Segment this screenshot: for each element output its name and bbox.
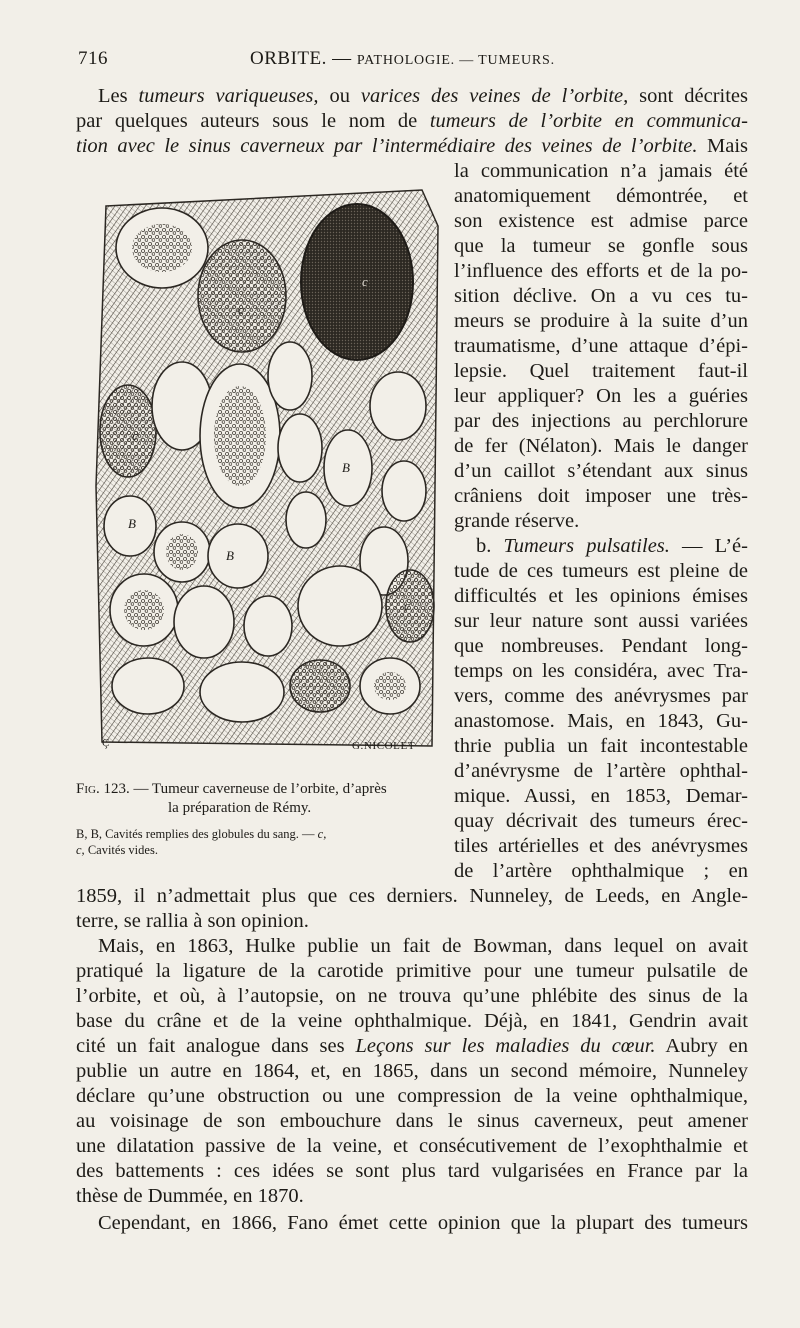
page-number: 716 (78, 48, 108, 69)
figure-label-c: c (362, 274, 368, 289)
figure-caption (76, 780, 416, 818)
section-heading: Tumeurs pulsatiles. (503, 535, 670, 557)
text-line: anastomose. Mais, en 1843, Gu- (454, 710, 748, 732)
text-line: Cependant, en 1866, Fano émet cette opinion que la plupart des tumeurs (98, 1212, 748, 1234)
paragraph-2-closing (76, 884, 748, 934)
text-line: déclare qu’une obstruction ou une compression de la veine ophthalmique, (76, 1085, 748, 1107)
caption-line-2: la préparation de Rémy. (168, 800, 312, 816)
running-title-sub: PATHOLOGIE. — TUMEURS. (356, 53, 555, 68)
text-line: au voisinage de son embouchure dans le sinus caverneux, peut amener (76, 1110, 748, 1132)
caption-line-1 (76, 780, 416, 799)
text-line: grande réserve. (454, 510, 580, 532)
text-line: crâniens doit imposer une très- (454, 485, 748, 507)
text-line: une dilatation passive de la veine, et consécutivement de l’exophthalmie et (76, 1135, 748, 1157)
paragraph-1-opening (76, 84, 748, 159)
paragraph-3 (76, 934, 748, 1209)
figure-corner-mark: Ç (102, 737, 110, 749)
text-line: base du crâne et de la veine ophthalmique. Déjà, en 1841, Gendrin avait (76, 1010, 748, 1032)
caption-text: — Tumeur caverneuse de l’orbite, d’après (129, 781, 387, 797)
text-line: lepsie. Quel traitement faut-il (454, 360, 748, 382)
figure-123-engraving (92, 186, 440, 752)
text-line: d’anévrysme de l’artère ophthal- (454, 760, 748, 782)
paragraph-1-column (454, 159, 748, 534)
legend-line-2 (76, 842, 416, 858)
text-line: publie un autre en 1864, et, en 1865, dans un second mémoire, Nunneley (76, 1060, 748, 1082)
text-line: Les tumeurs variqueuses, ou varices des veines de l’orbite, sont décrites (98, 85, 748, 107)
text-line: d’un caillot s’étendant aux sinus (454, 460, 748, 482)
text-line: tude de ces tumeurs est pleine de (454, 560, 748, 582)
paragraph-4 (76, 1211, 748, 1236)
section-letter: b. (476, 535, 504, 557)
figure-label-b: B (342, 460, 350, 475)
figure-label-c: c (238, 302, 244, 317)
engraver-signature: G.NICOLET (352, 740, 416, 752)
text-line: de l’artère ophthalmique ; en (454, 860, 748, 882)
italic-phrase: tumeurs variqueuses, (138, 85, 319, 107)
italic-phrase: tumeurs de l’orbite en communica- (429, 110, 748, 132)
paragraph-2-first-line (454, 534, 748, 559)
text-line: meurs se produire à la suite d’un (454, 310, 748, 332)
italic-phrase: tion avec le sinus caverneux par l’intermédiaire des veines de l’orbite. (76, 135, 698, 157)
text-line: son existence est admise parce (454, 210, 748, 232)
section-heading-rest: — L’é- (669, 535, 748, 557)
italic-phrase: varices des veines de l’orbite, (360, 85, 629, 107)
text-line: pratiqué la ligature de la carotide primitive pour une tumeur pulsatile de (76, 960, 748, 982)
text-line: des battements : ces idées se sont plus tard vulgarisées en France par la (76, 1160, 748, 1182)
legend-letter: c, (317, 827, 327, 841)
text-line: anatomiquement démontrée, et (454, 185, 748, 207)
figure-label-b: B (226, 548, 234, 563)
text-line: tion avec le sinus caverneux par l’intermédiaire des veines de l’orbite. Mais (76, 135, 749, 157)
figure-label-c: c (404, 598, 410, 613)
text-line: de fer (Nélaton). Mais le danger (454, 435, 748, 457)
text-line: tiles artérielles et des anévrysmes (454, 835, 748, 857)
text-line: mique. Aussi, en 1853, Demar- (454, 785, 748, 807)
text-line: l’orbite, et où, à l’autopsie, on ne trouva qu’une phlébite des sinus de la (76, 985, 748, 1007)
text-line: quay décrivait des tumeurs érec- (454, 810, 748, 832)
running-title (250, 48, 555, 70)
text-line: sition déclive. On a vu ces tu- (454, 285, 748, 307)
text-line: thrie publia un fait incontestable (454, 735, 748, 757)
tissue-engraving-illustration (92, 186, 440, 752)
text-line: 1859, il n’admettait plus que ces derniers. Nunneley, de Leeds, en Angle- (76, 885, 748, 907)
text-line: la communication n’a jamais été (454, 160, 748, 182)
text-line: cité un fait analogue dans ses Leçons sur les maladies du cœur. Aubry en (76, 1035, 748, 1057)
text-line: que nombreuses. Pendant long- (454, 635, 748, 657)
text-line: difficultés et les opinions émises (454, 585, 748, 607)
text-line: leur appliquer? On les a guéries (454, 385, 748, 407)
text-line: par quelques auteurs sous le nom de tumeurs de l’orbite en communica- (76, 110, 748, 132)
figure-label-b: B (128, 516, 136, 531)
text-line: terre, se rallia à son opinion. (76, 910, 309, 932)
running-header (74, 48, 750, 74)
legend-line-1 (76, 826, 416, 842)
italic-phrase: Leçons sur les maladies du cœur. (355, 1035, 656, 1057)
text-line: l’influence des efforts et de la po- (454, 260, 748, 282)
text-line: par des injections au perchlorure (454, 410, 748, 432)
legend-text: Cavités vides. (84, 843, 158, 857)
text-line: sur leur nature sont aussi variées (454, 610, 748, 632)
paragraph-2-column (454, 534, 748, 884)
figure-legend (76, 826, 416, 858)
legend-text: B, B, Cavités remplies des globules du sang. — (76, 827, 318, 841)
text-line: traumatisme, d’une attaque d’épi- (454, 335, 748, 357)
text-line: Mais, en 1863, Hulke publie un fait de Bowman, dans lequel on avait (98, 935, 748, 957)
text-line: temps on les considéra, avec Tra- (454, 660, 748, 682)
text-line: vers, comme des anévrysmes par (454, 685, 748, 707)
running-title-main: ORBITE. — (250, 48, 357, 69)
figure-number: Fig. 123. (76, 781, 130, 797)
figure-label-c: c (132, 428, 138, 443)
text-line: que la tumeur se gonfle sous (454, 235, 748, 257)
legend-letter: c, (76, 843, 85, 857)
text-line: thèse de Dummée, en 1870. (76, 1185, 304, 1207)
